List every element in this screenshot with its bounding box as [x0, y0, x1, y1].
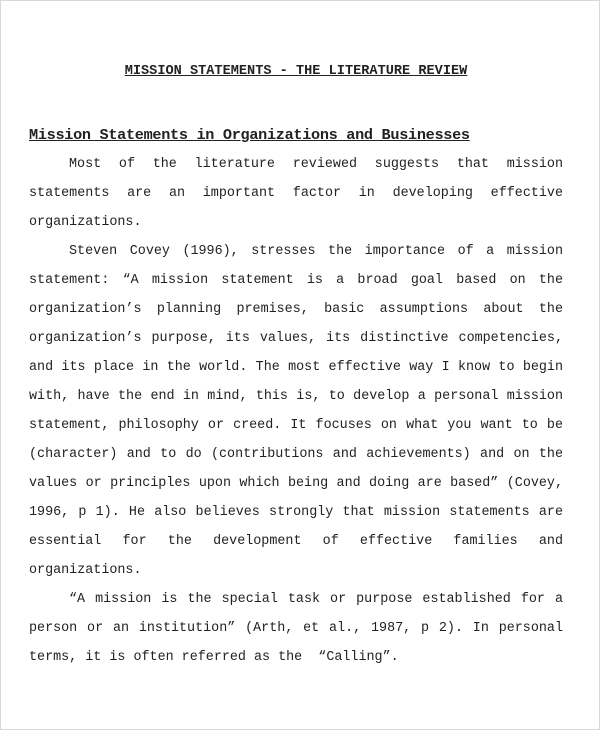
text-line: values or principles upon which being and doing are based” (Covey, [29, 476, 563, 491]
text-line: statement, philosophy or creed. It focuses on what you want to be [29, 418, 563, 433]
text-line: statement: “A mission statement is a broad goal based on the [29, 273, 563, 288]
text-line: terms, it is often referred as the “Calling”. [29, 650, 399, 665]
text-line: person or an institution” (Arth, et al., 1987, p 2). In personal [29, 621, 563, 636]
paragraph [29, 243, 563, 591]
text-line: essential for the development of effective families and [29, 534, 563, 549]
text-line: with, have the end in mind, this is, to develop a personal mission [29, 389, 563, 404]
text-line: organization’s planning premises, basic assumptions about the [29, 302, 563, 317]
paragraph [29, 156, 563, 243]
text-line: “A mission is the special task or purpose established for a [69, 592, 563, 607]
text-line: organizations. [29, 215, 142, 230]
text-line: and its place in the world. The most effective way I know to begin [29, 360, 563, 375]
text-line: 1996, p 1). He also believes strongly that mission statements are [29, 505, 563, 520]
text-line: Steven Covey (1996), stresses the importance of a mission [69, 244, 563, 259]
text-line: Most of the literature reviewed suggests that mission [69, 157, 563, 172]
paragraph [29, 591, 563, 678]
document-title: MISSION STATEMENTS - THE LITERATURE REVIEW [124, 64, 468, 79]
text-line: statements are an important factor in developing effective [29, 186, 563, 201]
section-heading: Mission Statements in Organizations and Businesses [29, 126, 470, 144]
text-line: (character) and to do (contributions and achievements) and on the [29, 447, 563, 462]
text-line: organization’s purpose, its values, its distinctive competencies, [29, 331, 563, 346]
text-line: organizations. [29, 563, 142, 578]
document-body [29, 156, 563, 678]
